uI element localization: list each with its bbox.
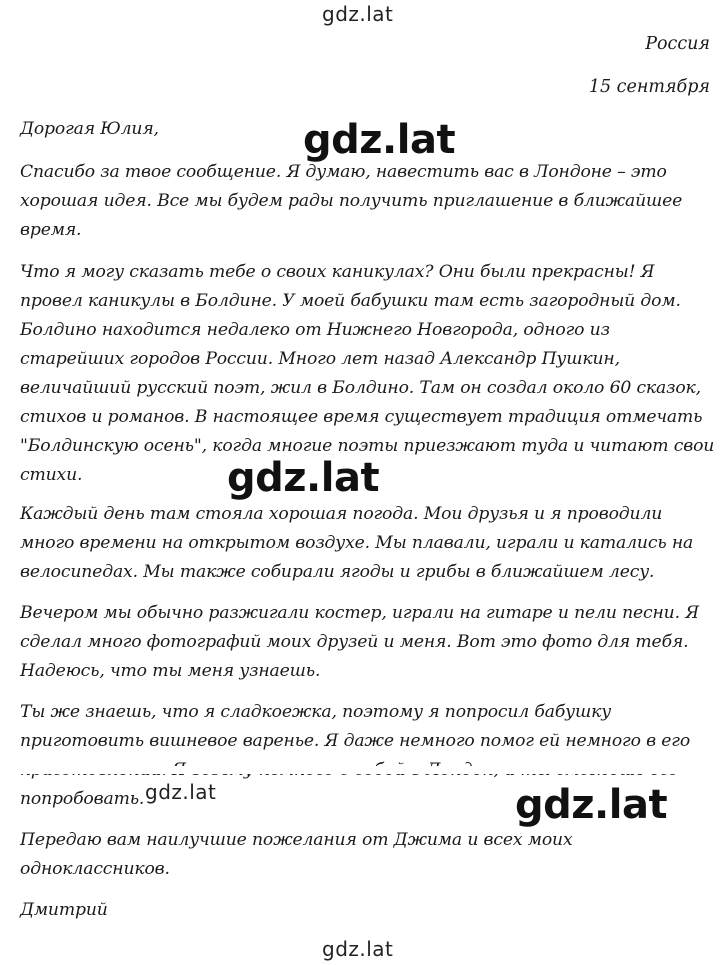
letter-paragraph-5: Ты же знаешь, что я сладкоежка, поэтому я попросил бабушку приготовить вишневое варенье. Я даже немного помог ей немного в его попробовать.	[20, 702, 691, 809]
letter-paragraph-2: Что я могу сказать тебе о своих каникулах? Они были прекрасны! Я провел каникулы в Болдине. У моей бабушки там есть загородный дом. Болдино находится недалеко от Нижнего Новгорода, одного из старейших городов России. Много лет назад Александр Пушкин, величайший русский поэт, жил в Болдино. Там он создал около 60 сказок, стихов и романов. В настоящее время существует традиция отмечать "Болдинскую осень", когда многие поэты приезжают туда и читают свои стихи.	[20, 262, 715, 485]
letter-country: Россия	[645, 34, 710, 54]
watermark-bottom: gdz.lat	[322, 937, 394, 961]
watermark-middle: gdz.lat	[227, 455, 380, 501]
watermark-top: gdz.lat	[322, 2, 394, 26]
letter-date: 15 сентября	[588, 77, 710, 97]
letter-signature: Дмитрий	[20, 900, 108, 920]
watermark-inline: gdz.lat	[145, 780, 217, 804]
scan-gap	[0, 766, 720, 774]
watermark-right: gdz.lat	[515, 782, 668, 828]
letter-paragraph-4: Вечером мы обычно разжигали костер, играли на гитаре и пели песни. Я сделал много фотографий моих друзей и меня. Вот это фото для тебя. Надеюсь, что ты меня узнаешь.	[20, 603, 699, 681]
watermark-center-top: gdz.lat	[303, 117, 456, 163]
letter-paragraph-6: Передаю вам наилучшие пожелания от Джима и всех моих одноклассников.	[20, 830, 573, 879]
letter-paragraph-1: Спасибо за твое сообщение. Я думаю, навестить вас в Лондоне – это хорошая идея. Все мы будем рады получить приглашение в ближайшее время.	[20, 162, 683, 240]
letter-paragraph-3: Каждый день там стояла хорошая погода. Мои друзья и я проводили много времени на открытом воздухе. Мы плавали, играли и катались на велосипедах. Мы также собирали ягоды и грибы в ближайшем лесу.	[20, 504, 694, 582]
letter-greeting: Дорогая Юлия,	[20, 119, 159, 139]
